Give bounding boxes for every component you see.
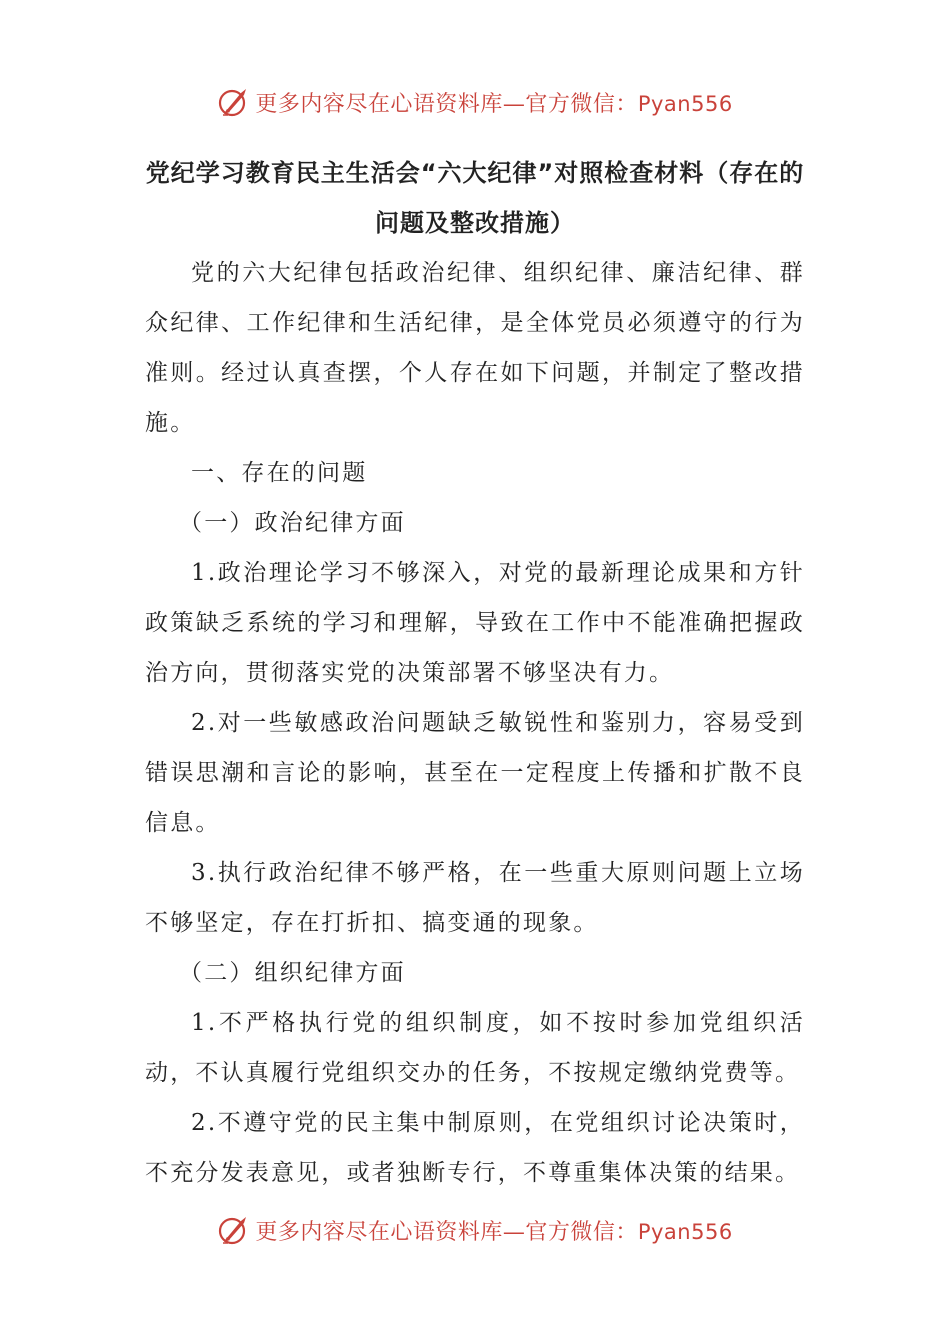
list-item: 2.对一些敏感政治问题缺乏敏锐性和鉴别力，容易受到错误思潮和言论的影响，甚至在一定程度上传播和扩散不良信息。	[145, 710, 805, 836]
pen-nib-logo-icon	[217, 1213, 251, 1247]
list-item: 2.不遵守党的民主集中制原则，在党组织讨论决策时，不充分发表意见，或者独断专行，不尊重集体决策的结果。	[145, 1110, 805, 1186]
document-body	[145, 148, 805, 1198]
document-title: 党纪学习教育民主生活会“六大纪律”对照检查材料（存在的问题及整改措施）	[145, 159, 805, 237]
header-watermark	[0, 82, 950, 122]
watermark-wechat-id: Pyan556	[637, 1219, 733, 1244]
watermark-label: 更多内容尽在心语资料库—官方微信：	[255, 1219, 638, 1245]
list-item: 1.政治理论学习不够深入，对党的最新理论成果和方针政策缺乏系统的学习和理解，导致在工作中不能准确把握政治方向，贯彻落实党的决策部署不够坚决有力。	[145, 560, 805, 686]
subsection-heading-organizational: （二）组织纪律方面	[179, 960, 406, 986]
watermark-text	[255, 87, 732, 118]
list-item: 3.执行政治纪律不够严格，在一些重大原则问题上立场不够坚定，存在打折扣、搞变通的现象。	[145, 860, 805, 936]
footer-watermark	[0, 1210, 950, 1250]
watermark-label: 更多内容尽在心语资料库—官方微信：	[255, 91, 638, 117]
subsection-heading-political: （一）政治纪律方面	[179, 510, 406, 536]
pen-nib-logo-icon	[217, 85, 251, 119]
section-heading-problems: 一、存在的问题	[191, 460, 368, 486]
watermark-text	[255, 1215, 732, 1246]
list-item: 1.不严格执行党的组织制度，如不按时参加党组织活动，不认真履行党组织交办的任务，不按规定缴纳党费等。	[145, 1010, 805, 1086]
watermark-wechat-id: Pyan556	[637, 91, 733, 116]
intro-paragraph: 党的六大纪律包括政治纪律、组织纪律、廉洁纪律、群众纪律、工作纪律和生活纪律，是全体党员必须遵守的行为准则。经过认真查摆，个人存在如下问题，并制定了整改措施。	[145, 260, 805, 436]
